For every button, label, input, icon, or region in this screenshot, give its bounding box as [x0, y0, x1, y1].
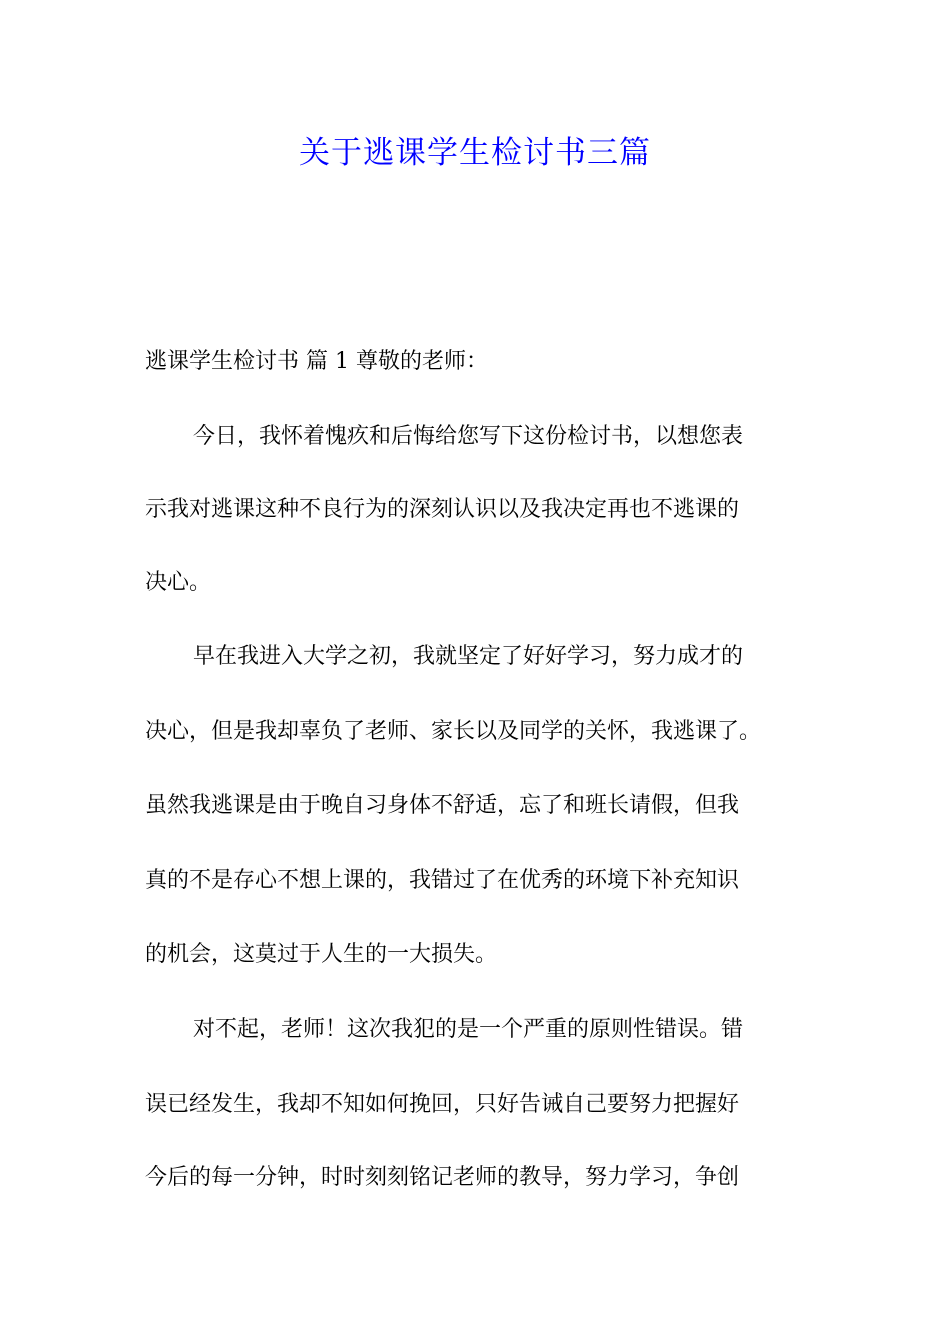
body-line: 今日，我怀着愧疚和后悔给您写下这份检讨书，以想您表 [193, 424, 744, 449]
body-line: 示我对逃课这种不良行为的深刻认识以及我决定再也不逃课的 [145, 497, 740, 522]
body-line: 对不起，老师！这次我犯的是一个严重的原则性错误。错 [193, 1017, 744, 1042]
body-line: 决心。 [145, 570, 212, 595]
body-line: 早在我进入大学之初，我就坚定了好好学习，努力成才的 [193, 644, 744, 669]
body-line: 今后的每一分钟，时时刻刻铭记老师的教导，努力学习，争创 [145, 1165, 740, 1190]
body-line: 虽然我逃课是由于晚自习身体不舒适，忘了和班长请假，但我 [145, 793, 740, 818]
body-line: 决心，但是我却辜负了老师、家长以及同学的关怀，我逃课了。 [145, 719, 762, 744]
body-line: 的机会，这莫过于人生的一大损失。 [145, 942, 498, 967]
document-title: 关于逃课学生检讨书三篇 [299, 135, 651, 171]
salutation-line: 逃课学生检讨书 篇 1 尊敬的老师： [145, 349, 488, 374]
body-line: 误已经发生，我却不知如何挽回，只好告诫自己要努力把握好 [145, 1092, 740, 1117]
body-line: 真的不是存心不想上课的，我错过了在优秀的环境下补充知识 [145, 868, 740, 893]
